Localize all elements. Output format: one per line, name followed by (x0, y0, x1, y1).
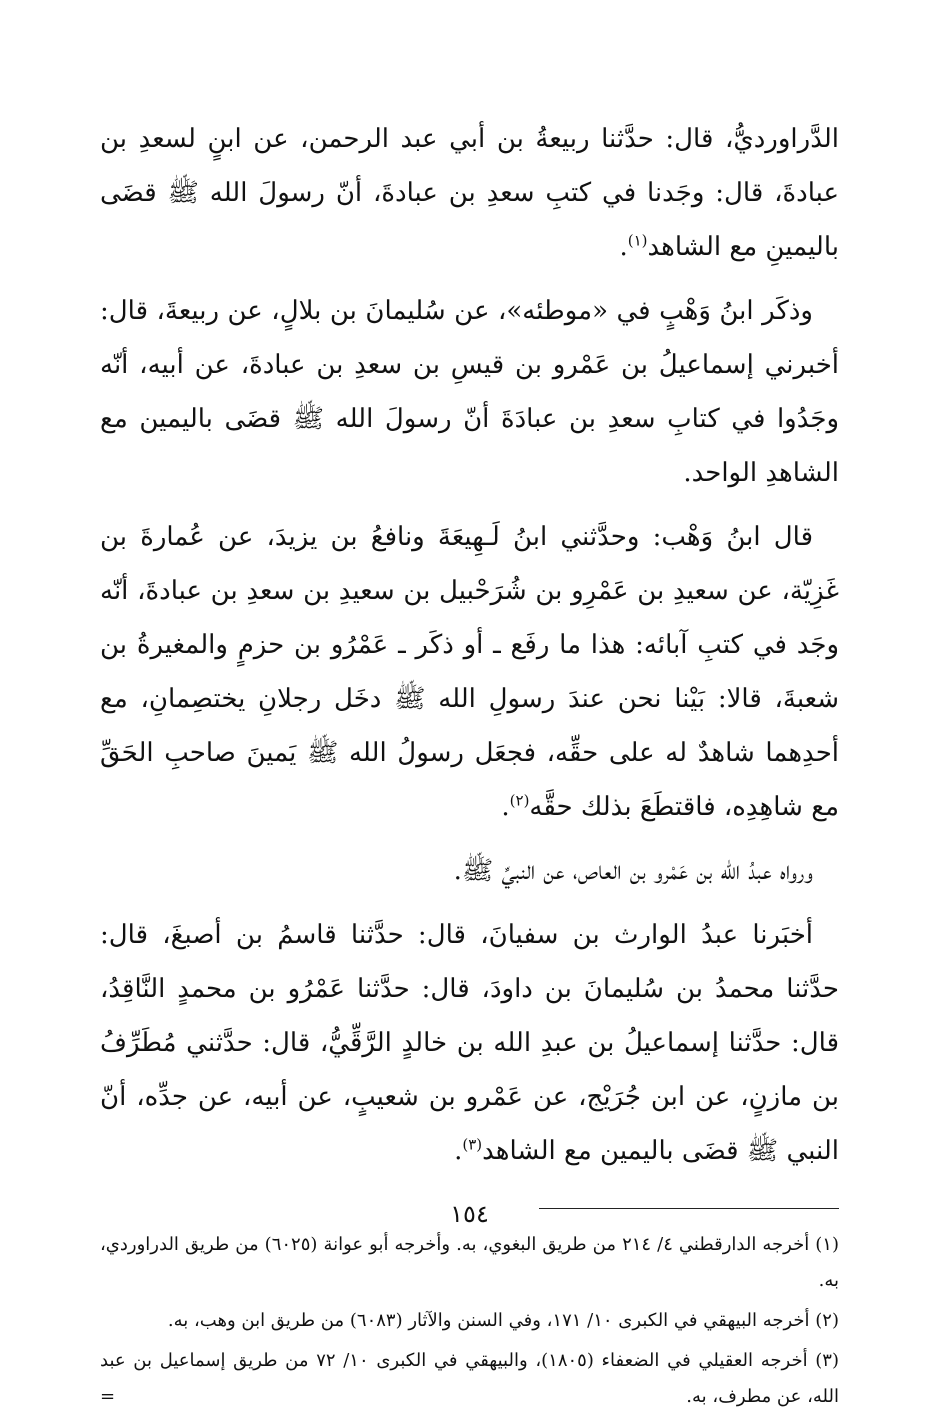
footnote-ref-3[interactable]: (٣) (462, 1135, 483, 1154)
paragraph-1: الدَّراورديُّ، قال: حدَّثنا ربيعةُ بن أبي عبد الرحمن، عن ابنٍ لسعدِ بن عبادةَ، قال: وجَدنا في كتبِ سعدِ بن عبادةَ، أنّ رسولَ الله ﷺ قضَى باليمينِ مع الشاهد$^{(١)}$. (100, 124, 839, 262)
page-number: ١٥٤ (450, 1200, 489, 1228)
paragraph-2 (100, 284, 839, 500)
page-content (100, 112, 839, 1407)
paragraph-5: أخبَرنا عبدُ الوارث بن سفيانَ، قال: حدَّثنا قاسمُ بن أصبغَ، قال: حدَّثنا محمدُ بن سُليمانَ بن داودَ، قال: حدَّثنا عَمْرُو بن محمدٍ النَّاقِدُ، قال: حدَّثنا إسماعيلُ بن عبدِ الله بن خالدٍ الرَّقِّيُّ، قال: حدَّثني مُطَرِّفُ بن مازنٍ، عن ابن جُرَيْج، عن عَمْرو بن شعيبٍ، عن أبيه، عن جدِّه، أنّ النبي ﷺ قضَى باليمين مع الشاهد$^{(٣)}$. (100, 920, 839, 1166)
paragraph-text: ورواه عبدُ الله بن عَمْرو بن العاص، عن النبيِّ ﷺ. (453, 856, 813, 886)
footnote-text: (٣) أخرجه العقيلي في الضعفاء (١٨٠٥)، والبيهقي في الكبرى ١٠/ ٧٢ من طريق إسماعيل بن عبد الله، عن مطرف، به. (100, 1350, 839, 1407)
paragraph-text: قال ابنُ وَهْب: وحدَّثني ابنُ لَـهِيعَةَ ونافعُ بن يزيدَ، عن عُمارةَ بن غَزِيّة، عن سعيدِ بن عَمْرِو بن شُرَحْبيل بن سعيدِ بن سعدِ بن عبادةَ، أنّه وجَد في كتبِ آبائه: هذا ما رفَع ـ أو ذكَر ـ عَمْرُو بن حزمٍ والمغيرةُ بن شعبةَ، قالا: بَيْنا نحن عندَ رسولِ الله ﷺ دخَل رجلانِ يختصِمانِ، مع أحدِهما شاهدٌ له على حقِّه، فجعَل رسولُ الله ﷺ يَمينَ صاحبِ الحَقِّ مع شاهِدِه، فاقتطَعَ بذلك حقَّه (100, 522, 839, 822)
paragraph-text: وذكَر ابنُ وَهْبٍ في «موطئه»، عن سُليمانَ بن بلالٍ، عن ربيعةَ، قال: أخبرني إسماعيلُ بن عَمْرو بن قيسِ بن سعدِ بن عبادةَ، عن أبيه، أنّه وجَدُوا في كتابِ سعدِ بن عبادَةَ أنّ رسولَ الله ﷺ قضَى باليمين مع الشاهدِ الواحد. (100, 296, 839, 488)
footnote-ref-2[interactable]: (٢) (509, 791, 530, 810)
paragraph-text: أخبَرنا عبدُ الوارث بن سفيانَ، قال: حدَّثنا قاسمُ بن أصبغَ، قال: حدَّثنا محمدُ بن سُليمانَ بن داودَ، قال: حدَّثنا عَمْرُو بن محمدٍ النَّاقِدُ، قال: حدَّثنا إسماعيلُ بن عبدِ الله بن خالدٍ الرَّقِّيُّ، قال: حدَّثني مُطَرِّفُ بن مازنٍ، عن ابن جُرَيْج، عن عَمْرو بن شعيبٍ، عن أبيه، عن جدِّه، أنّ النبي ﷺ قضَى باليمين مع الشاهد (100, 920, 839, 1166)
paragraph-3: قال ابنُ وَهْب: وحدَّثني ابنُ لَـهِيعَةَ ونافعُ بن يزيدَ، عن عُمارةَ بن غَزِيّة، عن سعيدِ بن عَمْرِو بن شُرَحْبيل بن سعيدِ بن سعدِ بن عبادةَ، أنّه وجَد في كتبِ آبائه: هذا ما رفَع ـ أو ذكَر ـ عَمْرُو بن حزمٍ والمغيرةُ بن شعبةَ، قالا: بَيْنا نحن عندَ رسولِ الله ﷺ دخَل رجلانِ يختصِمانِ، مع أحدِهما شاهدٌ له على حقِّه، فجعَل رسولُ الله ﷺ يَمينَ صاحبِ الحَقِّ مع شاهِدِه، فاقتطَعَ بذلك حقَّه$^{(٢)}$. (100, 522, 839, 822)
paragraph-text: الدَّراورديُّ، قال: حدَّثنا ربيعةُ بن أبي عبد الرحمن، عن ابنٍ لسعدِ بن عبادةَ، قال: وجَدنا في كتبِ سعدِ بن عبادةَ، أنّ رسولَ الله ﷺ قضَى باليمينِ مع الشاهد (100, 124, 839, 262)
footnote-2: (٢) أخرجه البيهقي في الكبرى ١٠/ ١٧١، وفي السنن والآثار (٦٠٨٣) من طريق ابن وهب، به. (167, 1310, 839, 1331)
paragraph-4 (100, 844, 839, 898)
footnote-1: (١) أخرجه الدارقطني ٤/ ٢١٤ من طريق البغوي، به. وأخرجه أبو عوانة (٦٠٢٥) من طريق الدراوردي، به. (100, 1234, 839, 1291)
footnote-continuation-mark: = (100, 1386, 116, 1407)
footnote-ref-1[interactable]: (١) (627, 231, 648, 250)
